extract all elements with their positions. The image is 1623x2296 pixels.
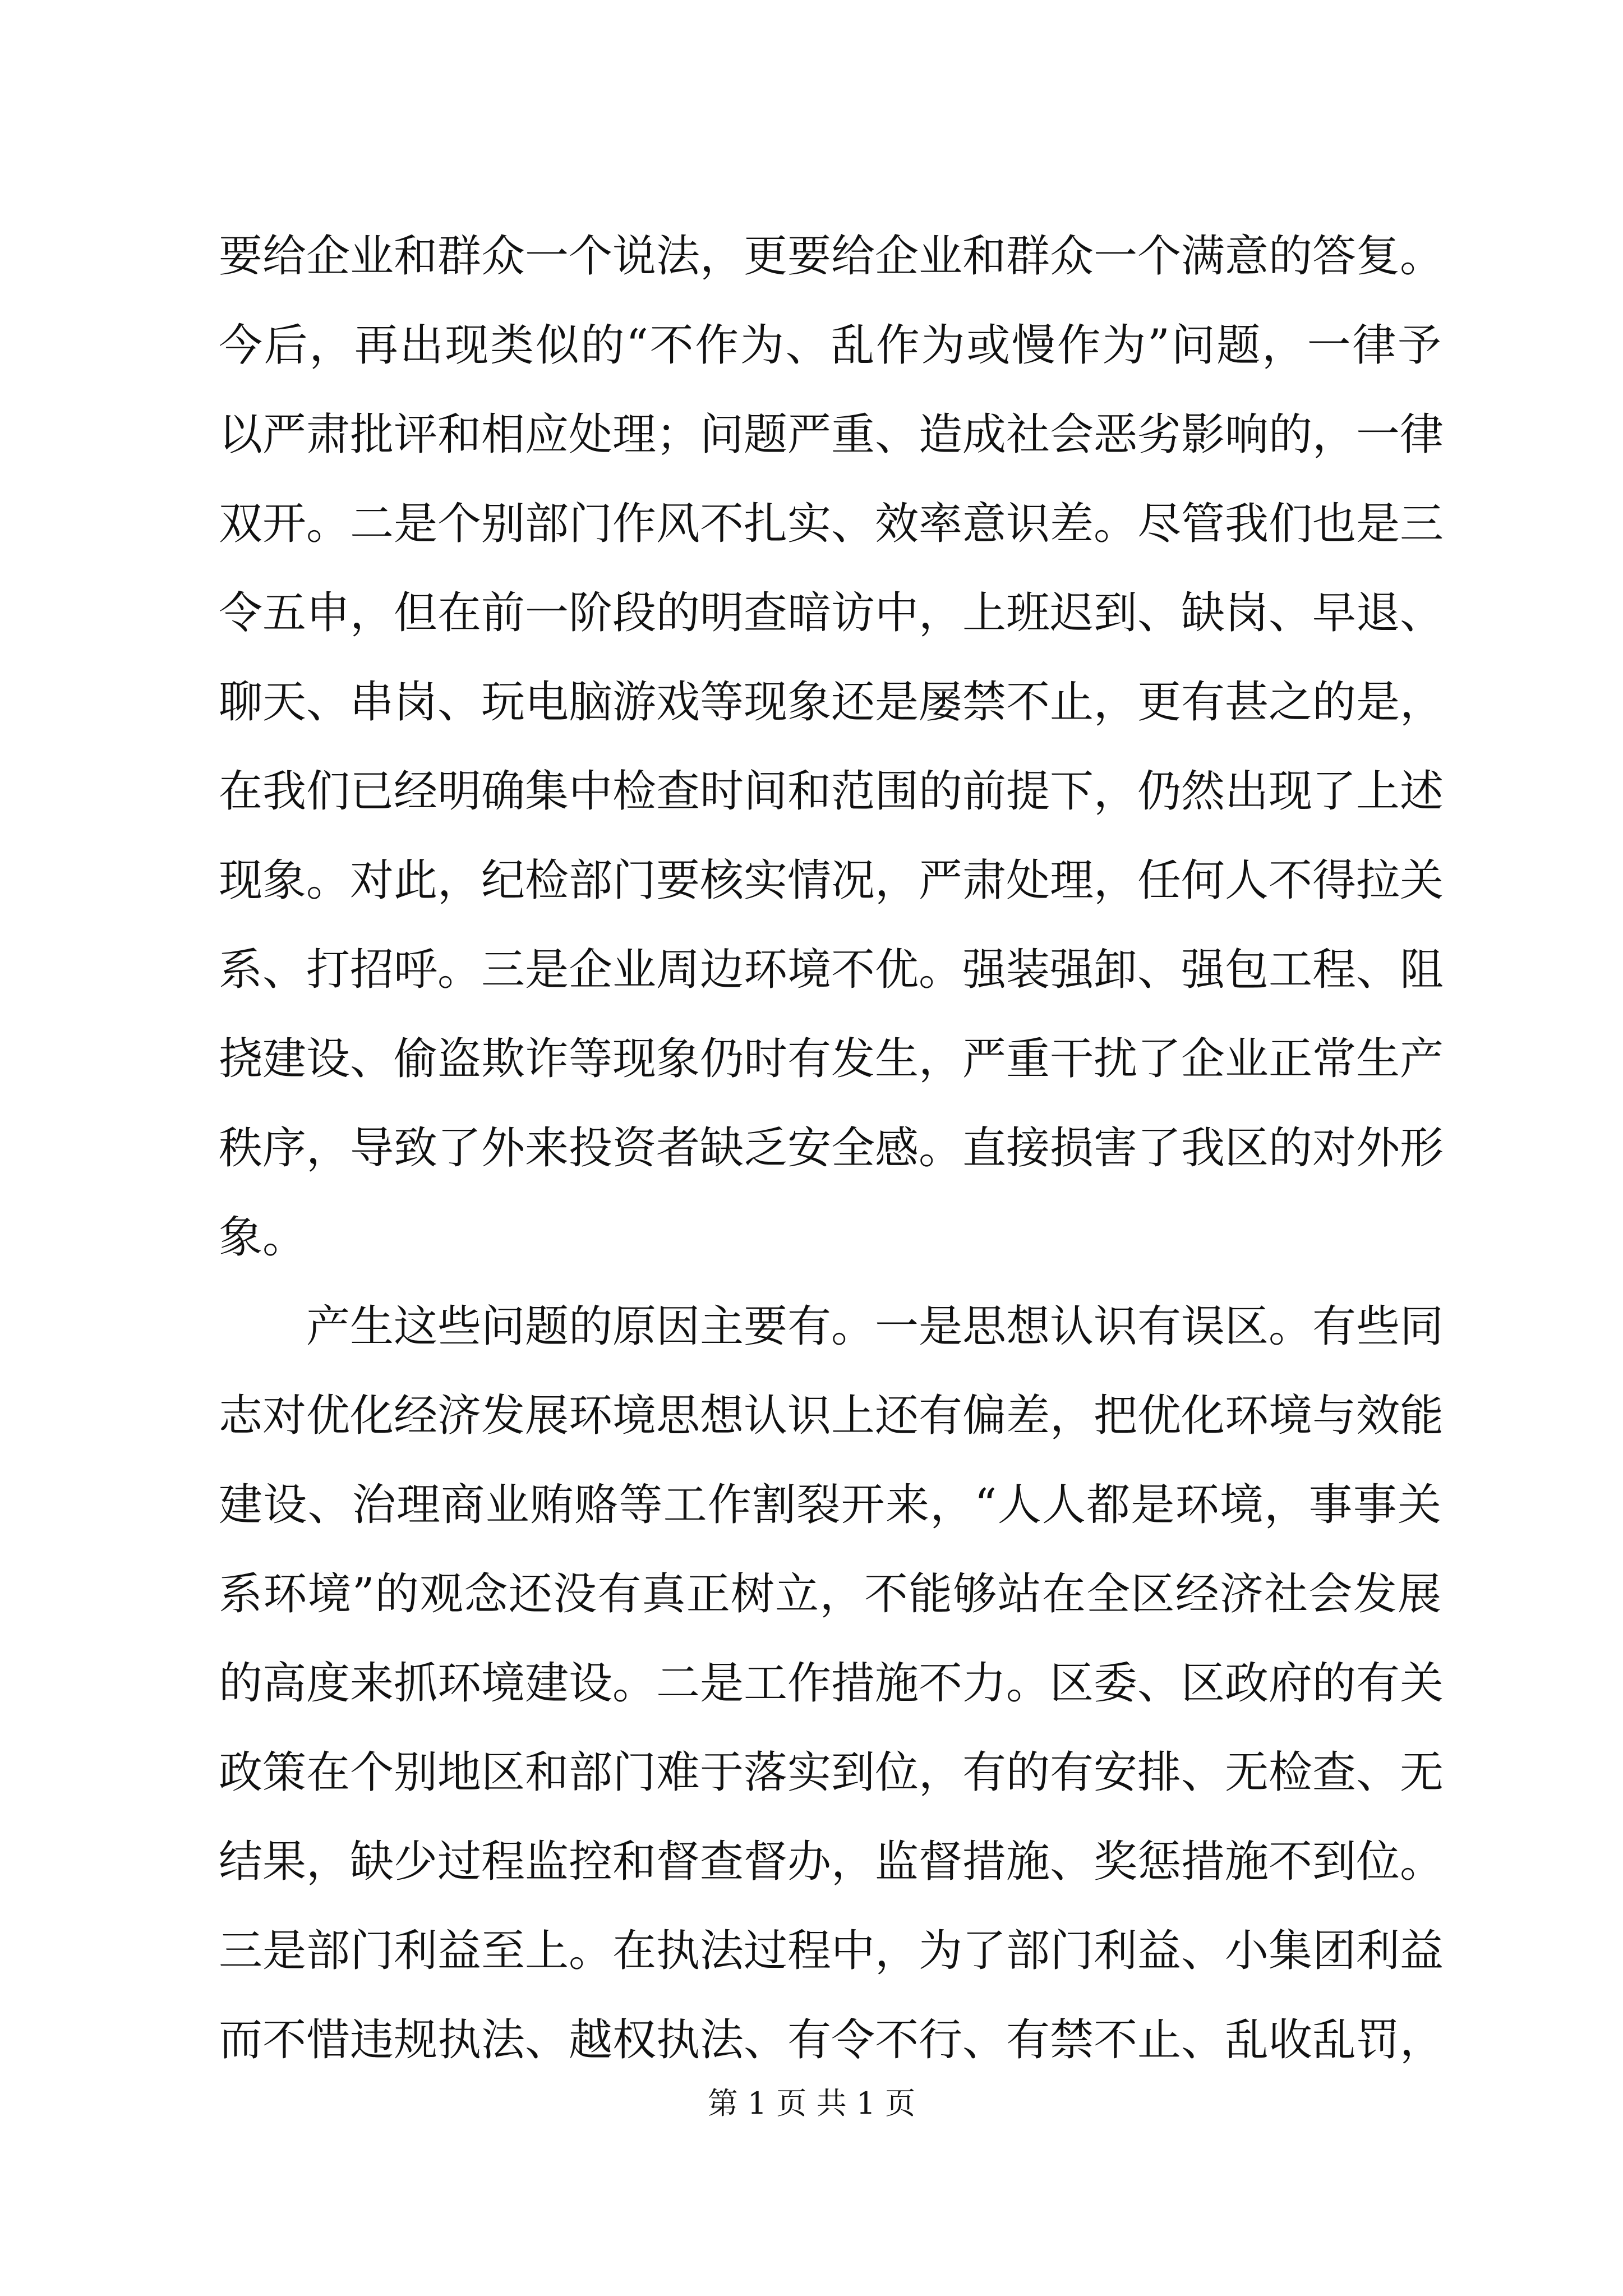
- page-footer: 第 1 页 共 1 页: [707, 2086, 916, 2121]
- text-line: 志对优化经济发展环境思想认识上还有偏差，把优化环境与效能: [219, 1391, 1444, 1441]
- text-line: 系环境”的观念还没有真正树立，不能够站在全区经济社会发展: [219, 1569, 1441, 1619]
- paragraph-first-line: 产生这些问题的原因主要有。一是思想认识有误区。有些同: [306, 1301, 1444, 1352]
- text-line: 令五申，但在前一阶段的明查暗访中，上班迟到、缺岗、早退、: [219, 588, 1444, 638]
- text-line: 双开。二是个别部门作风不扎实、效率意识差。尽管我们也是三: [219, 499, 1444, 549]
- text-line: 的高度来抓环境建设。二是工作措施不力。区委、区政府的有关: [219, 1658, 1444, 1709]
- text-line: 象。: [219, 1212, 307, 1263]
- text-line: 今后，再出现类似的“不作为、乱作为或慢作为”问题，一律予: [219, 320, 1441, 371]
- text-line: 现象。对此，纪检部门要核实情况，严肃处理，任何人不得拉关: [219, 855, 1444, 906]
- text-line: 以严肃批评和相应处理；问题严重、造成社会恶劣影响的，一律: [219, 409, 1444, 460]
- text-line: 系、打招呼。三是企业周边环境不优。强装强卸、强包工程、阻: [219, 945, 1444, 995]
- text-line: 政策在个别地区和部门难于落实到位，有的有安排、无检查、无: [219, 1747, 1444, 1798]
- text-line: 要给企业和群众一个说法，更要给企业和群众一个满意的答复。: [219, 231, 1444, 282]
- text-line: 而不惜违规执法、越权执法、有令不行、有禁不止、乱收乱罚，: [219, 2015, 1444, 2065]
- text-line: 建设、治理商业贿赂等工作割裂开来，“人人都是环境，事事关: [219, 1480, 1441, 1530]
- text-line: 结果，缺少过程监控和督查督办，监督措施、奖惩措施不到位。: [219, 1837, 1444, 1887]
- text-line: 在我们已经明确集中检查时间和范围的前提下，仍然出现了上述: [219, 766, 1444, 817]
- text-line: 秩序，导致了外来投资者缺乏安全感。直接损害了我区的对外形: [219, 1123, 1444, 1174]
- text-line: 聊天、串岗、玩电脑游戏等现象还是屡禁不止，更有甚之的是，: [219, 677, 1444, 728]
- text-line: 挠建设、偷盗欺诈等现象仍时有发生，严重干扰了企业正常生产: [219, 1034, 1444, 1084]
- text-line: 三是部门利益至上。在执法过程中，为了部门利益、小集团利益: [219, 1926, 1444, 1976]
- body-text: [219, 212, 1444, 2085]
